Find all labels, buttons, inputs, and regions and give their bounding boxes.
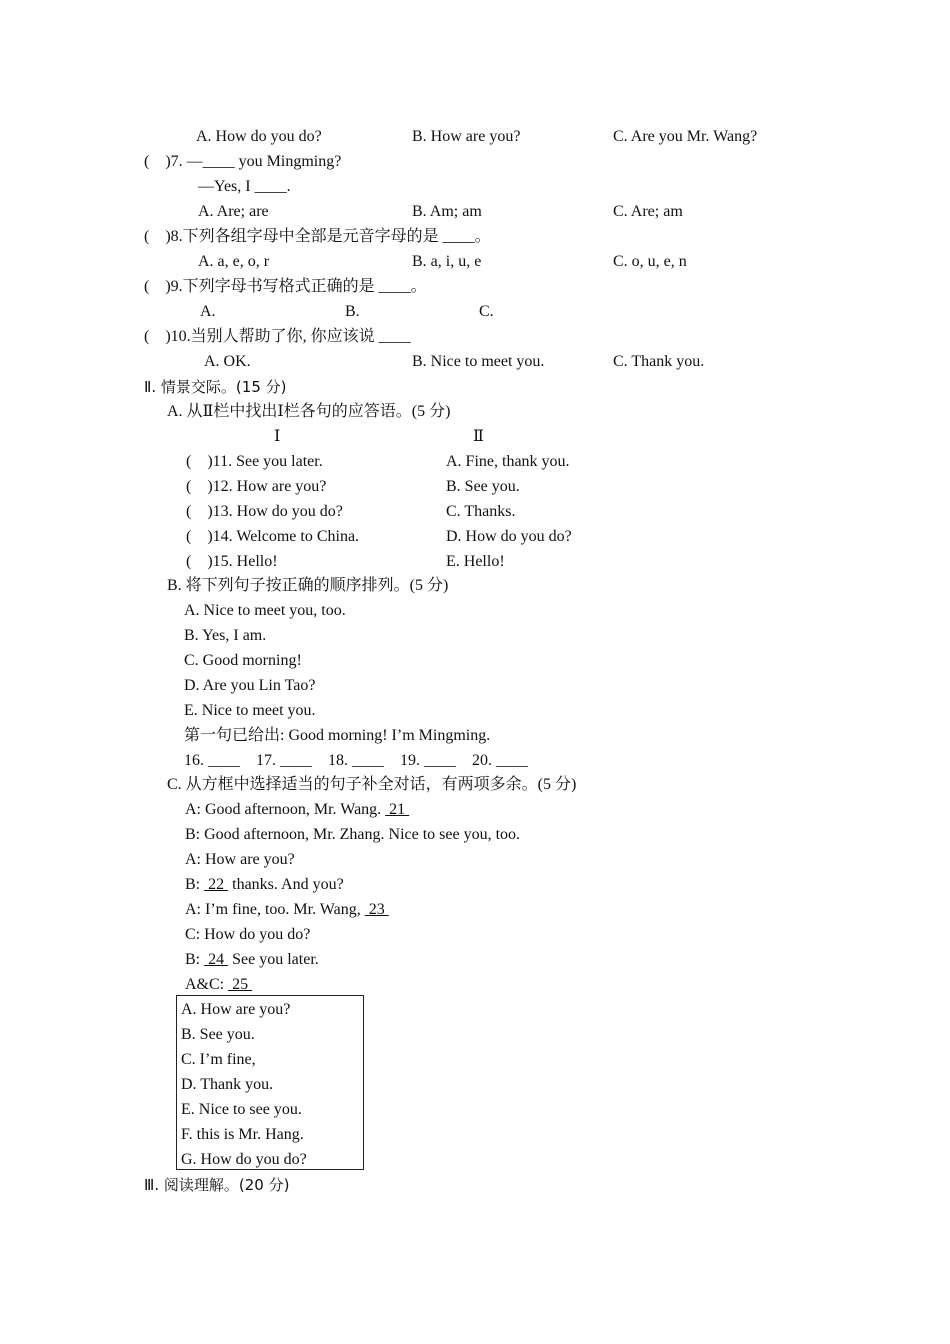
q8-option-b: B. a, i, u, e — [412, 253, 482, 270]
match-right-item: E. Hello! — [446, 553, 505, 570]
section-2-heading: Ⅱ. 情景交际。(15 分) — [144, 378, 287, 396]
q9-stem: ( )9.下列字母书写格式正确的是 ____。 — [144, 278, 427, 295]
box-option: A. How are you? — [181, 1001, 291, 1018]
q8-option-a: A. a, e, o, r — [198, 253, 270, 270]
q7-stem: ( )7. —____ you Mingming? — [144, 153, 342, 170]
box-option: G. How do you do? — [181, 1151, 307, 1168]
order-item: A. Nice to meet you, too. — [184, 602, 346, 619]
q7-option-a: A. Are; are — [198, 203, 269, 220]
order-item: E. Nice to meet you. — [184, 702, 316, 719]
match-right-item: D. How do you do? — [446, 528, 572, 545]
part-c-heading: C. 从方框中选择适当的句子补全对话，有两项多余。(5 分) — [167, 776, 577, 793]
dialogue-line: A: How are you? — [185, 851, 295, 868]
box-option: D. Thank you. — [181, 1076, 274, 1093]
box-option: B. See you. — [181, 1026, 255, 1043]
part-b-heading: B. 将下列句子按正确的顺序排列。(5 分) — [167, 577, 449, 594]
q6-option-b: B. How are you? — [412, 128, 521, 145]
match-right-item: A. Fine, thank you. — [446, 453, 570, 470]
match-left-item: ( )14. Welcome to China. — [186, 528, 360, 545]
blank-23: 23 — [364, 901, 389, 918]
q8-stem: ( )8.下列各组字母中全部是元音字母的是 ____。 — [144, 228, 491, 245]
dialogue-line: A: Good afternoon, Mr. Wang. 21 — [185, 801, 410, 818]
column-2-header: Ⅱ — [473, 428, 484, 445]
q8-option-c: C. o, u, e, n — [613, 253, 687, 270]
q10-option-a: A. OK. — [204, 353, 251, 370]
match-left-item: ( )13. How do you do? — [186, 503, 343, 520]
q9-option-b: B. — [345, 303, 360, 320]
match-left-item: ( )11. See you later. — [186, 453, 323, 470]
q7-response: —Yes, I ____. — [198, 178, 291, 195]
q6-option-a: A. How do you do? — [196, 128, 322, 145]
dialogue-line: C: How do you do? — [185, 926, 311, 943]
blank-24: 24 — [204, 951, 229, 968]
blank-22: 22 — [204, 876, 229, 893]
q9-option-a: A. — [200, 303, 216, 320]
dialogue-line: A&C: 25 — [185, 976, 253, 993]
match-right-item: B. See you. — [446, 478, 520, 495]
q7-option-b: B. Am; am — [412, 203, 482, 220]
box-option: F. this is Mr. Hang. — [181, 1126, 304, 1143]
dialogue-line: B: 24 See you later. — [185, 951, 319, 968]
column-1-header: Ⅰ — [274, 428, 281, 445]
q10-stem: ( )10.当别人帮助了你, 你应该说 ____ — [144, 328, 411, 345]
given-first-sentence: 第一句已给出: Good morning! I’m Mingming. — [184, 727, 491, 744]
order-item: C. Good morning! — [184, 652, 302, 669]
blank-21: 21 — [385, 801, 410, 818]
order-item: B. Yes, I am. — [184, 627, 267, 644]
match-left-item: ( )12. How are you? — [186, 478, 327, 495]
q7-option-c: C. Are; am — [613, 203, 683, 220]
order-answer-blanks: 16. ____ 17. ____ 18. ____ 19. ____ 20. ____ — [184, 752, 528, 769]
match-left-item: ( )15. Hello! — [186, 553, 278, 570]
dialogue-line: B: 22 thanks. And you? — [185, 876, 344, 893]
box-option: C. I’m fine, — [181, 1051, 256, 1068]
q6-option-c: C. Are you Mr. Wang? — [613, 128, 758, 145]
order-item: D. Are you Lin Tao? — [184, 677, 316, 694]
box-option: E. Nice to see you. — [181, 1101, 302, 1118]
dialogue-line: A: I’m fine, too. Mr. Wang, 23 — [185, 901, 389, 918]
q10-option-c: C. Thank you. — [613, 353, 705, 370]
q9-option-c: C. — [479, 303, 494, 320]
part-a-heading: A. 从Ⅱ栏中找出Ⅰ栏各句的应答语。(5 分) — [167, 403, 451, 420]
section-3-heading: Ⅲ. 阅读理解。(20 分) — [144, 1176, 290, 1194]
dialogue-line: B: Good afternoon, Mr. Zhang. Nice to see you, too. — [185, 826, 521, 843]
q10-option-b: B. Nice to meet you. — [412, 353, 545, 370]
match-right-item: C. Thanks. — [446, 503, 516, 520]
blank-25: 25 — [228, 976, 253, 993]
